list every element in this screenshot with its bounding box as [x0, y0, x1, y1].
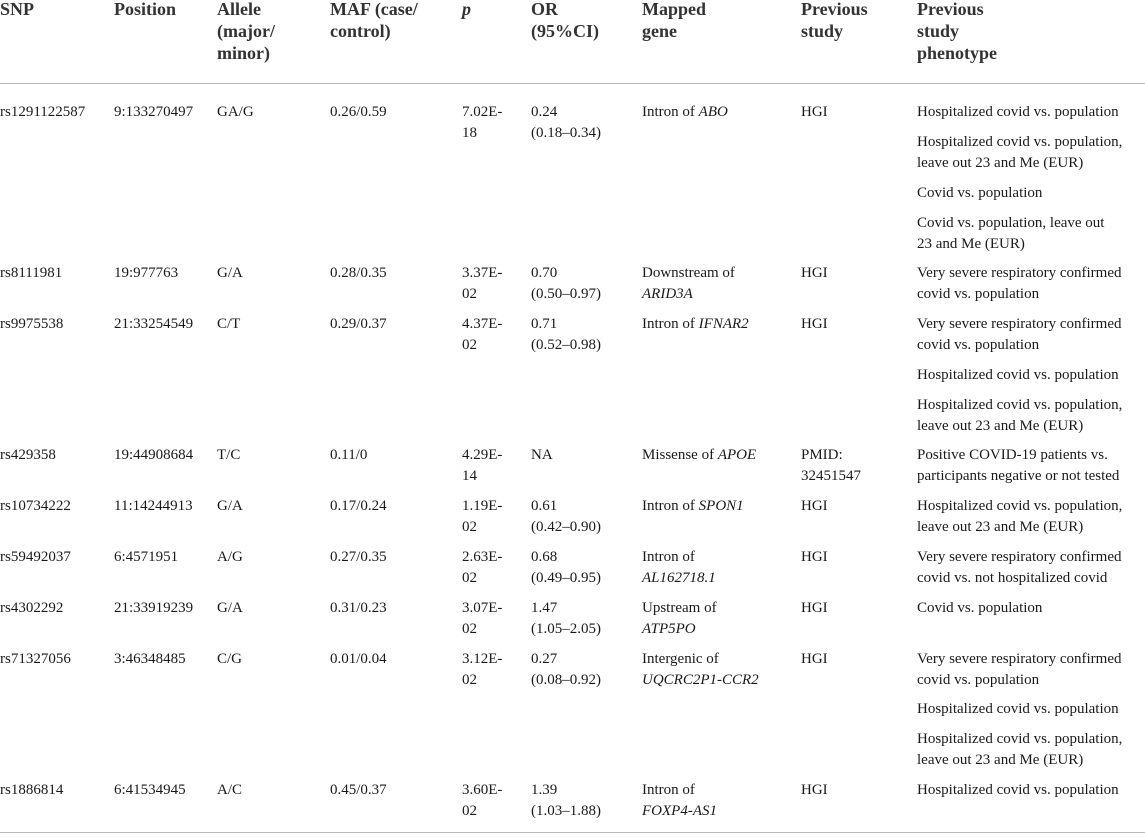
- gene-line: [642, 649, 759, 670]
- cell-or-line: (0.52–0.98): [531, 337, 601, 353]
- cell-or-line: (0.50–0.97): [531, 286, 601, 302]
- cell-mapped-gene: [642, 598, 717, 640]
- gene-prefix: Downstream of: [642, 265, 735, 281]
- column-header-line: phenotype: [917, 43, 998, 63]
- cell-study: [801, 102, 828, 123]
- phenotype-line: Positive COVID-19 patients vs.: [917, 447, 1108, 463]
- cell-phenotype: [917, 132, 1122, 174]
- cell-maf: 0.29/0.37: [330, 316, 387, 332]
- phenotype-line: covid vs. population: [917, 286, 1040, 302]
- cell-maf: 0.17/0.24: [330, 498, 387, 514]
- cell-or: [531, 102, 601, 144]
- cell-p: [462, 547, 502, 589]
- cell-phenotype: [917, 699, 1119, 720]
- gene-symbol: UQCRC2P1-CCR2: [642, 672, 759, 688]
- cell-mapped-gene: [642, 445, 756, 466]
- cell-phenotype: [917, 649, 1122, 691]
- cell-or-line: (0.42–0.90): [531, 519, 601, 535]
- gene-prefix: Intron of: [642, 782, 695, 798]
- gene-symbol: AL162718.1: [642, 570, 716, 586]
- cell-p-line: 14: [462, 468, 477, 484]
- cell-p: [462, 314, 502, 356]
- cell-or: [531, 649, 601, 691]
- gene-prefix: Intron of: [642, 316, 699, 332]
- cell-p-line: 02: [462, 286, 477, 302]
- cell-phenotype: [917, 445, 1119, 487]
- column-header-line: p: [462, 0, 471, 19]
- phenotype-line: Hospitalized covid vs. population,: [917, 498, 1123, 514]
- cell-mapped-gene: [642, 780, 717, 822]
- cell-phenotype: [917, 598, 1042, 619]
- cell-mapped-gene: [642, 314, 749, 335]
- cell-study-line: HGI: [801, 265, 828, 281]
- header-rule: [0, 83, 1145, 84]
- cell-p-line: 18: [462, 125, 477, 141]
- gene-symbol: FOXP4-AS1: [642, 803, 717, 819]
- cell-or: [531, 598, 601, 640]
- gene-line: [642, 263, 735, 284]
- cell-position: 19:44908684: [114, 447, 194, 463]
- cell-phenotype: [917, 365, 1119, 386]
- gene-line: [642, 445, 756, 466]
- cell-allele: A/G: [217, 549, 243, 565]
- cell-p-line: 02: [462, 337, 477, 353]
- cell-study: [801, 496, 828, 517]
- cell-snp: rs9975538: [0, 316, 64, 332]
- column-header-line: SNP: [0, 0, 35, 19]
- cell-p: [462, 263, 502, 305]
- cell-position: 9:133270497: [114, 104, 194, 120]
- cell-study-line: HGI: [801, 316, 828, 332]
- cell-position: 21:33919239: [114, 600, 194, 616]
- gene-prefix: Intron of: [642, 549, 695, 565]
- gene-prefix: Missense of: [642, 447, 718, 463]
- column-header-gene: [642, 0, 706, 42]
- cell-or-line: 0.27: [531, 651, 558, 667]
- cell-or-line: 1.39: [531, 782, 558, 798]
- cell-p-line: 02: [462, 803, 477, 819]
- cell-position: 21:33254549: [114, 316, 194, 332]
- cell-study-line: 32451547: [801, 468, 861, 484]
- cell-study-line: PMID:: [801, 447, 843, 463]
- cell-phenotype: [917, 102, 1119, 123]
- cell-phenotype: [917, 213, 1104, 255]
- cell-or-line: (0.49–0.95): [531, 570, 601, 586]
- phenotype-line: Hospitalized covid vs. population: [917, 104, 1119, 120]
- cell-snp: rs1291122587: [0, 104, 86, 120]
- cell-allele: C/T: [217, 316, 241, 332]
- bottom-rule: [0, 832, 1145, 833]
- cell-p-line: 4.29E-: [462, 447, 503, 463]
- cell-mapped-gene: [642, 649, 759, 691]
- cell-phenotype: [917, 183, 1042, 204]
- cell-p-line: 7.02E-: [462, 104, 503, 120]
- phenotype-line: covid vs. population: [917, 672, 1040, 688]
- column-header-pheno: [917, 0, 997, 64]
- cell-study-line: HGI: [801, 651, 828, 667]
- cell-p-line: 02: [462, 672, 477, 688]
- cell-study-line: HGI: [801, 782, 828, 798]
- cell-phenotype: [917, 395, 1122, 437]
- phenotype-line: Hospitalized covid vs. population: [917, 701, 1119, 717]
- phenotype-line: Hospitalized covid vs. population: [917, 782, 1119, 798]
- phenotype-line: leave out 23 and Me (EUR): [917, 519, 1084, 535]
- cell-position: 3:46348485: [114, 651, 186, 667]
- cell-or-line: NA: [531, 447, 553, 463]
- cell-study-line: HGI: [801, 600, 828, 616]
- cell-p-line: 3.37E-: [462, 265, 503, 281]
- column-header-line: (95%CI): [531, 21, 599, 41]
- cell-allele: GA/G: [217, 104, 254, 120]
- gene-symbol: ATP5PO: [642, 621, 696, 637]
- column-header-line: control): [330, 21, 391, 41]
- cell-or-line: 0.70: [531, 265, 558, 281]
- cell-mapped-gene: [642, 263, 735, 305]
- cell-or-line: 0.71: [531, 316, 558, 332]
- gene-symbol: APOE: [717, 447, 757, 463]
- cell-or: [531, 445, 553, 466]
- cell-maf: 0.26/0.59: [330, 104, 387, 120]
- cell-allele: G/A: [217, 600, 243, 616]
- cell-p-line: 2.63E-: [462, 549, 503, 565]
- phenotype-line: Very severe respiratory confirmed: [917, 549, 1122, 565]
- cell-study: [801, 649, 828, 670]
- cell-maf: 0.01/0.04: [330, 651, 387, 667]
- gene-line: [642, 284, 735, 305]
- cell-p-line: 1.19E-: [462, 498, 503, 514]
- phenotype-line: Very severe respiratory confirmed: [917, 316, 1122, 332]
- gene-symbol: SPON1: [698, 498, 744, 514]
- phenotype-line: Hospitalized covid vs. population,: [917, 134, 1123, 150]
- cell-or-line: 1.47: [531, 600, 558, 616]
- cell-p: [462, 445, 502, 487]
- column-header-line: Allele: [217, 0, 261, 19]
- gene-line: [642, 801, 717, 822]
- cell-or: [531, 496, 601, 538]
- column-header-snp: [0, 0, 34, 20]
- cell-study: [801, 314, 828, 335]
- column-header-position: [114, 0, 176, 20]
- column-header-line: Previous: [917, 0, 984, 19]
- phenotype-line: Covid vs. population: [917, 185, 1043, 201]
- cell-p-line: 02: [462, 621, 477, 637]
- phenotype-line: participants negative or not tested: [917, 468, 1120, 484]
- cell-snp: rs8111981: [0, 265, 63, 281]
- column-header-allele: [217, 0, 275, 64]
- gene-prefix: Intron of: [642, 498, 699, 514]
- gene-line: [642, 547, 716, 568]
- gene-line: [642, 314, 749, 335]
- phenotype-line: leave out 23 and Me (EUR): [917, 155, 1084, 171]
- cell-p: [462, 598, 502, 640]
- phenotype-line: Hospitalized covid vs. population,: [917, 731, 1123, 747]
- column-header-line: (major/: [217, 21, 275, 41]
- phenotype-line: 23 and Me (EUR): [917, 236, 1025, 252]
- gene-line: [642, 496, 744, 517]
- cell-allele: G/A: [217, 498, 243, 514]
- column-header-line: study: [801, 21, 844, 41]
- cell-or: [531, 547, 601, 589]
- cell-maf: 0.45/0.37: [330, 782, 387, 798]
- cell-p-line: 3.60E-: [462, 782, 503, 798]
- column-header-line: Position: [114, 0, 177, 19]
- gene-symbol: IFNAR2: [698, 316, 749, 332]
- column-header-line: study: [917, 21, 960, 41]
- cell-p-line: 02: [462, 570, 477, 586]
- cell-or-line: (0.08–0.92): [531, 672, 601, 688]
- cell-snp: rs10734222: [0, 498, 71, 514]
- column-header-p: [462, 0, 471, 20]
- phenotype-line: leave out 23 and Me (EUR): [917, 752, 1084, 768]
- gene-prefix: Intergenic of: [642, 651, 719, 667]
- cell-position: 19:977763: [114, 265, 179, 281]
- column-header-maf: [330, 0, 418, 42]
- phenotype-line: leave out 23 and Me (EUR): [917, 418, 1084, 434]
- cell-snp: rs429358: [0, 447, 56, 463]
- cell-phenotype: [917, 547, 1122, 589]
- cell-p-line: 4.37E-: [462, 316, 503, 332]
- cell-maf: 0.27/0.35: [330, 549, 387, 565]
- cell-or-line: 0.24: [531, 104, 558, 120]
- cell-p: [462, 102, 502, 144]
- cell-maf: 0.28/0.35: [330, 265, 387, 281]
- phenotype-line: covid vs. population: [917, 337, 1040, 353]
- gene-line: [642, 780, 717, 801]
- column-header-line: Previous: [801, 0, 868, 19]
- cell-snp: rs71327056: [0, 651, 71, 667]
- gene-line: [642, 619, 717, 640]
- column-header-line: gene: [642, 21, 677, 41]
- column-header-line: Mapped: [642, 0, 707, 19]
- column-header-line: OR: [531, 0, 558, 19]
- gene-prefix: Intron of: [642, 104, 699, 120]
- cell-p-line: 3.12E-: [462, 651, 503, 667]
- gene-line: [642, 598, 717, 619]
- cell-allele: C/G: [217, 651, 243, 667]
- cell-maf: 0.11/0: [330, 447, 368, 463]
- cell-mapped-gene: [642, 102, 728, 123]
- phenotype-line: Hospitalized covid vs. population: [917, 367, 1119, 383]
- cell-study-line: HGI: [801, 104, 828, 120]
- gene-line: [642, 102, 728, 123]
- gene-line: [642, 670, 759, 691]
- cell-phenotype: [917, 496, 1122, 538]
- phenotype-line: covid vs. not hospitalized covid: [917, 570, 1108, 586]
- phenotype-line: Covid vs. population, leave out: [917, 215, 1105, 231]
- cell-maf: 0.31/0.23: [330, 600, 387, 616]
- column-header-line: MAF (case/: [330, 0, 418, 19]
- cell-mapped-gene: [642, 547, 716, 589]
- gene-symbol: ABO: [698, 104, 728, 120]
- column-header-or: [531, 0, 599, 42]
- cell-p: [462, 649, 502, 691]
- phenotype-line: Very severe respiratory confirmed: [917, 651, 1122, 667]
- cell-or-line: (1.05–2.05): [531, 621, 601, 637]
- cell-study: [801, 263, 828, 284]
- cell-phenotype: [917, 263, 1122, 305]
- cell-allele: T/C: [217, 447, 241, 463]
- cell-or: [531, 314, 601, 356]
- phenotype-line: Covid vs. population: [917, 600, 1043, 616]
- cell-study: [801, 445, 861, 487]
- cell-or: [531, 780, 601, 822]
- cell-snp: rs1886814: [0, 782, 64, 798]
- cell-p: [462, 780, 502, 822]
- cell-or: [531, 263, 601, 305]
- cell-allele: G/A: [217, 265, 243, 281]
- phenotype-line: Very severe respiratory confirmed: [917, 265, 1122, 281]
- cell-or-line: (0.18–0.34): [531, 125, 601, 141]
- cell-position: 6:4571951: [114, 549, 179, 565]
- cell-phenotype: [917, 729, 1122, 771]
- cell-or-line: (1.03–1.88): [531, 803, 601, 819]
- cell-phenotype: [917, 314, 1122, 356]
- cell-phenotype: [917, 780, 1119, 801]
- cell-mapped-gene: [642, 496, 744, 517]
- gene-symbol: ARID3A: [642, 286, 693, 302]
- phenotype-line: Hospitalized covid vs. population,: [917, 397, 1123, 413]
- cell-position: 6:41534945: [114, 782, 186, 798]
- cell-study-line: HGI: [801, 549, 828, 565]
- cell-p: [462, 496, 502, 538]
- column-header-prev: [801, 0, 868, 42]
- cell-study: [801, 780, 828, 801]
- cell-snp: rs4302292: [0, 600, 64, 616]
- cell-p-line: 3.07E-: [462, 600, 503, 616]
- cell-snp: rs59492037: [0, 549, 71, 565]
- cell-study-line: HGI: [801, 498, 828, 514]
- cell-or-line: 0.68: [531, 549, 558, 565]
- cell-position: 11:14244913: [114, 498, 193, 514]
- column-header-line: minor): [217, 43, 270, 63]
- cell-p-line: 02: [462, 519, 477, 535]
- cell-study: [801, 547, 828, 568]
- cell-or-line: 0.61: [531, 498, 558, 514]
- gene-prefix: Upstream of: [642, 600, 717, 616]
- cell-allele: A/C: [217, 782, 243, 798]
- cell-study: [801, 598, 828, 619]
- gene-line: [642, 568, 716, 589]
